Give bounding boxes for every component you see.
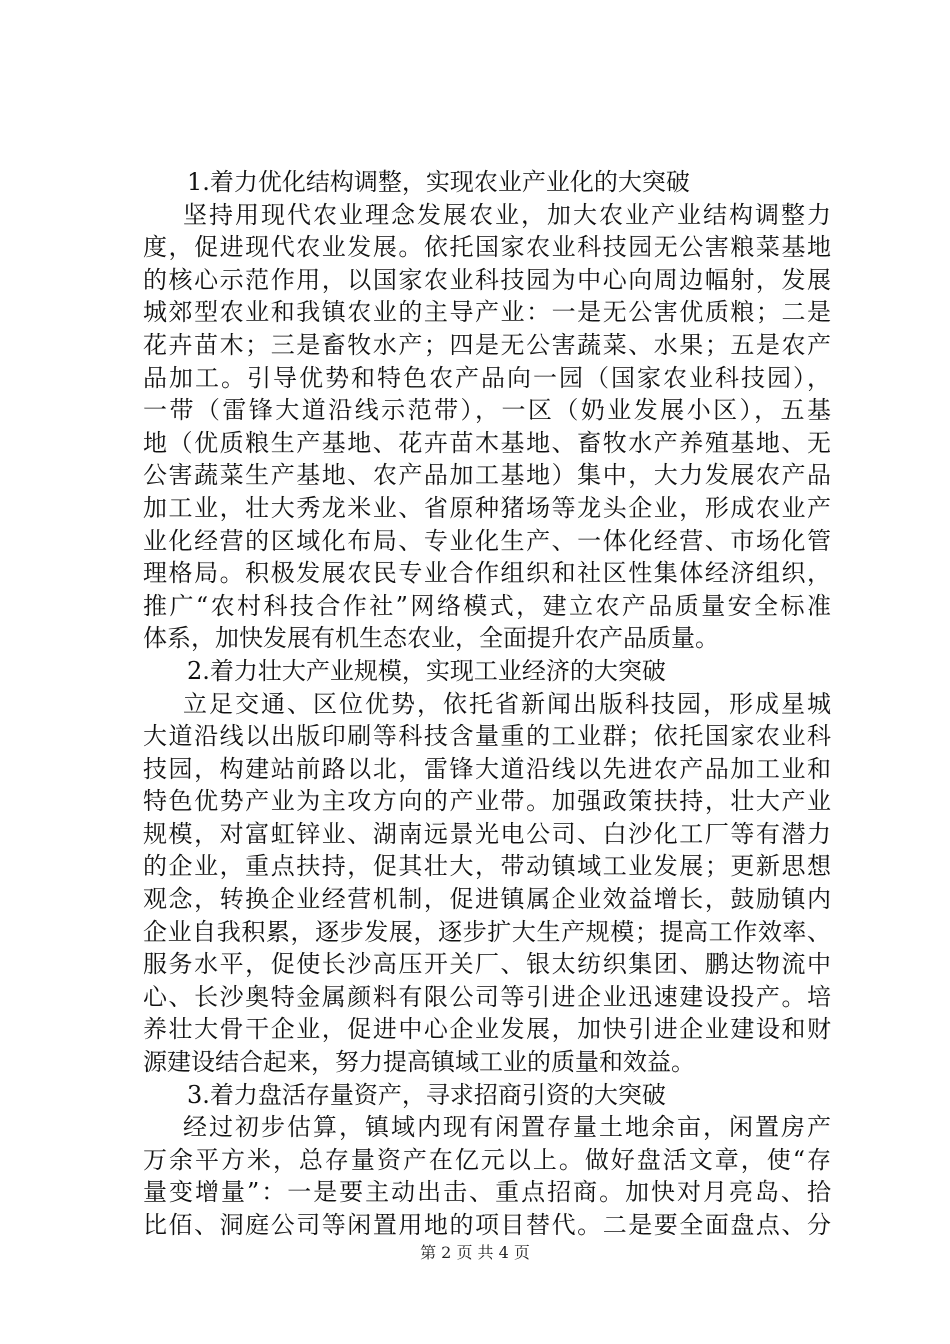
- text-line: 一带（雷锋大道沿线示范带），一区（奶业发展小区），五基: [143, 396, 831, 425]
- text-line: 的核心示范作用，以国家农业科技园为中心向周边幅射，发展: [143, 265, 831, 294]
- text-line: 的企业，重点扶持，促其壮大，带动镇域工业发展；更新思想: [143, 852, 831, 881]
- document-body: [143, 166, 831, 1242]
- text-line: 经过初步估算，镇域内现有闲置存量土地余亩，闲置房产: [183, 1113, 831, 1142]
- text-line: 技园，构建站前路以北，雷锋大道沿线以先进农产品加工业和: [143, 754, 831, 783]
- text-line: 比佰、洞庭公司等闲置用地的项目替代。二是要全面盘点、分: [143, 1211, 831, 1239]
- text-line: 大道沿线以出版印刷等科技含量重的工业群；依托国家农业科: [143, 722, 831, 751]
- text-line: 养壮大骨干企业，促进中心企业发展，加快引进企业建设和财: [143, 1015, 831, 1044]
- text-line: 地（优质粮生产基地、花卉苗木基地、畜牧水产养殖基地、无: [143, 428, 831, 457]
- text-line: 万余平方米，总存量资产在亿元以上。做好盘活文章，使“存: [143, 1145, 831, 1174]
- text-line: 公害蔬菜生产基地、农产品加工基地）集中，大力发展农产品: [143, 461, 831, 490]
- text-line: 加工业，壮大秀龙米业、省原种猪场等龙头企业，形成农业产: [143, 493, 831, 522]
- text-line: 品加工。引导优势和特色农产品向一园（国家农业科技园），: [143, 363, 831, 392]
- page-footer: 第 2 页 共 4 页: [420, 1243, 530, 1262]
- text-line: 特色优势产业为主攻方向的产业带。加强政策扶持，壮大产业: [143, 787, 831, 816]
- text-line: 城郊型农业和我镇农业的主导产业：一是无公害优质粮；二是: [143, 298, 831, 327]
- section-heading: 3.着力盘活存量资产，寻求招商引资的大突破: [187, 1080, 666, 1109]
- text-line: 量变增量”：一是要主动出击、重点招商。加快对月亮岛、拾: [143, 1178, 831, 1207]
- text-line: 花卉苗木；三是畜牧水产；四是无公害蔬菜、水果；五是农产: [143, 330, 831, 359]
- section-heading: 2.着力壮大产业规模，实现工业经济的大突破: [187, 656, 666, 685]
- text-line: 心、长沙奥特金属颜料有限公司等引进企业迅速建设投产。培: [143, 982, 831, 1011]
- text-line: 度，促进现代农业发展。依托国家农业科技园无公害粮菜基地: [143, 233, 831, 262]
- text-line: 体系，加快发展有机生态农业，全面提升农产品质量。: [143, 624, 719, 653]
- text-line: 企业自我积累，逐步发展，逐步扩大生产规模；提高工作效率、: [143, 917, 831, 946]
- text-line: 观念，转换企业经营机制，促进镇属企业效益增长，鼓励镇内: [143, 885, 831, 914]
- text-line: 源建设结合起来，努力提高镇域工业的质量和效益。: [143, 1048, 695, 1077]
- text-line: 服务水平，促使长沙高压开关厂、银太纺织集团、鹏达物流中: [143, 950, 831, 979]
- text-line: 规模，对富虹锌业、湖南远景光电公司、白沙化工厂等有潜力: [143, 819, 831, 848]
- text-line: 立足交通、区位优势，依托省新闻出版科技园，形成星城: [183, 689, 831, 718]
- section-heading: 1.着力优化结构调整，实现农业产业化的大突破: [187, 168, 690, 196]
- text-line: 理格局。积极发展农民专业合作组织和社区性集体经济组织，: [143, 559, 831, 588]
- text-line: 坚持用现代农业理念发展农业，加大农业产业结构调整力: [183, 200, 831, 229]
- text-line: 推广“农村科技合作社”网络模式，建立农产品质量安全标准: [143, 591, 831, 620]
- text-line: 业化经营的区域化布局、专业化生产、一体化经营、市场化管: [143, 526, 831, 555]
